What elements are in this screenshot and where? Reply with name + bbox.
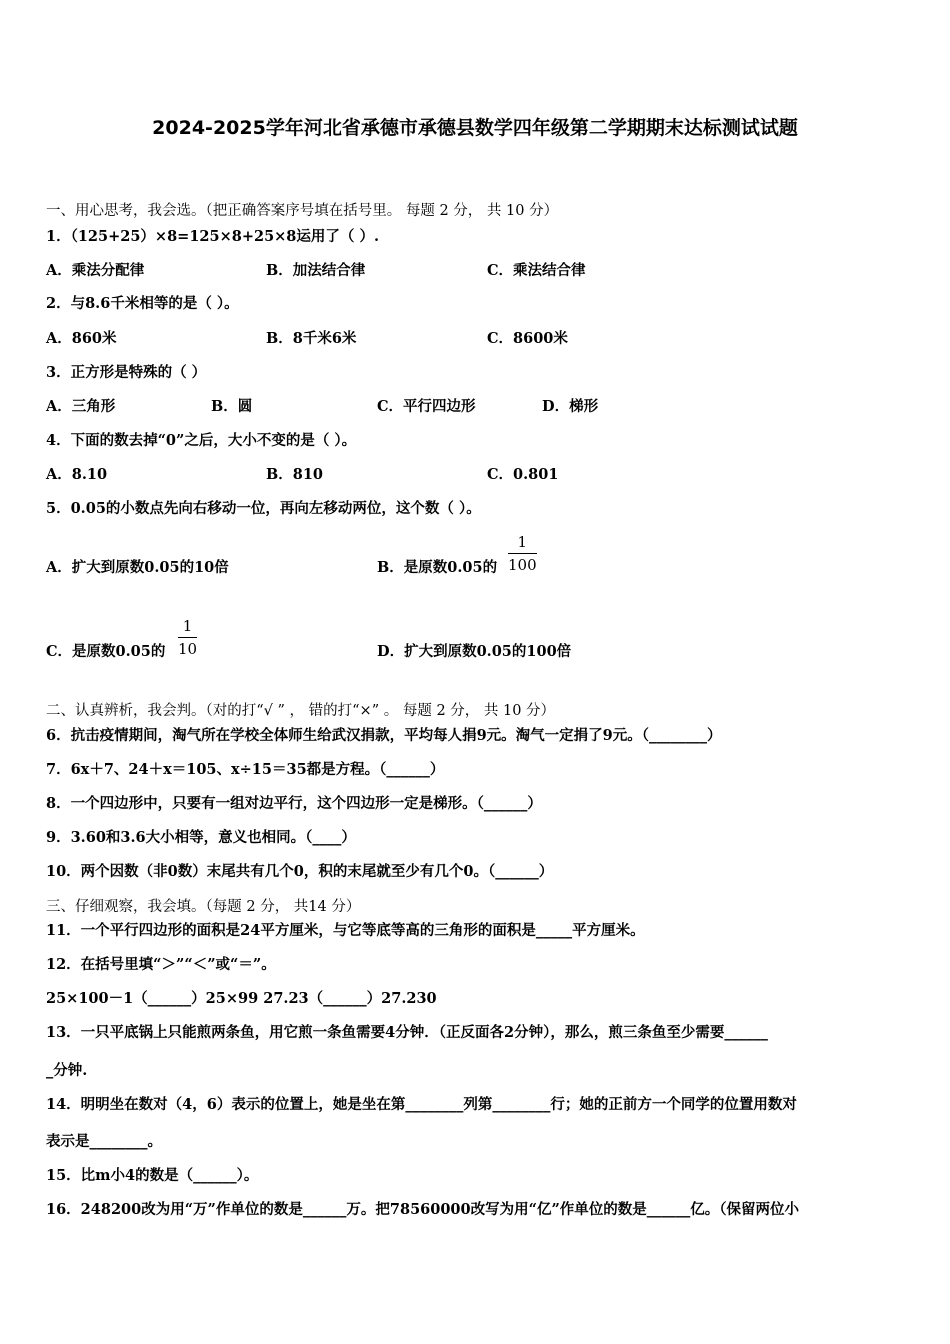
fraction-numerator: 1	[178, 617, 197, 638]
fraction-one-tenth	[178, 617, 197, 658]
q3-option-b: B．圆	[211, 398, 253, 415]
q3-option-c: C．平行四边形	[377, 398, 476, 415]
q5-option-a: A．扩大到原数0.05的10倍	[46, 559, 229, 576]
section-2-header: 二、认真辨析，我会判。（对的打“√ ” ， 错的打“×” 。 每题 2 分， 共 10 分）	[46, 703, 556, 719]
q5-option-d: D．扩大到原数0.05的100倍	[377, 643, 572, 660]
q1-option-b: B．加法结合律	[266, 262, 366, 279]
q3-option-a: A．三角形	[46, 398, 116, 415]
question-2: 2．与8.6千米相等的是（ ）。	[46, 295, 239, 312]
question-7: 7．6x＋7、24＋x＝105、x÷15＝35都是方程。（______）	[46, 761, 445, 778]
q5-option-b: B．是原数0.05的	[377, 559, 498, 576]
question-10: 10．两个因数（非0数）末尾共有几个0，积的末尾就至少有几个0。（______）	[46, 863, 554, 880]
question-9: 9．3.60和3.6大小相等，意义也相同。（____）	[46, 829, 356, 846]
q4-option-a: A．8.10	[46, 466, 108, 483]
question-13-continued: _分钟.	[46, 1062, 88, 1079]
question-8: 8．一个四边形中，只要有一组对边平行，这个四边形一定是梯形。（______）	[46, 795, 542, 812]
q1-option-a: A．乘法分配律	[46, 262, 145, 279]
q2-option-b: B．8千米6米	[266, 330, 357, 347]
q5-option-c: C．是原数0.05的	[46, 643, 166, 660]
question-11: 11．一个平行四边形的面积是24平方厘米，与它等底等高的三角形的面积是_____平方厘米。	[46, 922, 645, 939]
question-1: 1．（125+25）×8=125×8+25×8运用了（ ）.	[46, 228, 379, 245]
section-3-header: 三、仔细观察，我会填。（每题 2 分， 共14 分）	[46, 899, 361, 915]
fraction-denominator: 10	[178, 640, 198, 658]
q4-option-c: C．0.801	[487, 466, 559, 483]
question-12-comparisons: 25×100－1（______）25×99 27.23（______）27.230	[46, 990, 437, 1007]
question-14: 14．明明坐在数对（4，6）表示的位置上，她是坐在第________列第________行；她的正前方一个同学的位置用数对	[46, 1096, 797, 1113]
question-4: 4．下面的数去掉“0”之后，大小不变的是（ ）。	[46, 432, 357, 449]
question-13: 13．一只平底锅上只能煎两条鱼，用它煎一条鱼需要4分钟．（正反面各2分钟），那么，煎三条鱼至少需要______	[46, 1024, 768, 1041]
q1-option-c: C．乘法结合律	[487, 262, 586, 279]
q4-option-b: B．810	[266, 466, 324, 483]
q2-option-c: C．8600米	[487, 330, 568, 347]
question-15: 15．比m小4的数是（______）。	[46, 1167, 259, 1184]
question-6: 6．抗击疫情期间，淘气所在学校全体师生给武汉捐款，平均每人捐9元。淘气一定捐了9元。（________）	[46, 727, 722, 744]
question-3: 3．正方形是特殊的（ ）	[46, 364, 207, 381]
section-1-header: 一、用心思考，我会选。（把正确答案序号填在括号里。 每题 2 分， 共 10 分）	[46, 203, 559, 219]
fraction-numerator: 1	[508, 533, 537, 554]
fraction-denominator: 100	[508, 556, 537, 574]
page-title: 2024-2025学年河北省承德市承德县数学四年级第二学期期末达标测试试题	[152, 117, 798, 139]
question-14-continued: 表示是________。	[46, 1133, 162, 1150]
q3-option-d: D．梯形	[542, 398, 599, 415]
question-16: 16．248200改为用“万”作单位的数是______万。把78560000改写为用“亿”作单位的数是______亿。（保留两位小	[46, 1201, 800, 1218]
q2-option-a: A．860米	[46, 330, 117, 347]
question-5: 5．0.05的小数点先向右移动一位，再向左移动两位，这个数（ ）。	[46, 500, 481, 517]
fraction-one-hundredth	[508, 533, 537, 574]
question-12: 12．在括号里填“＞”“＜”或“＝”。	[46, 956, 276, 973]
